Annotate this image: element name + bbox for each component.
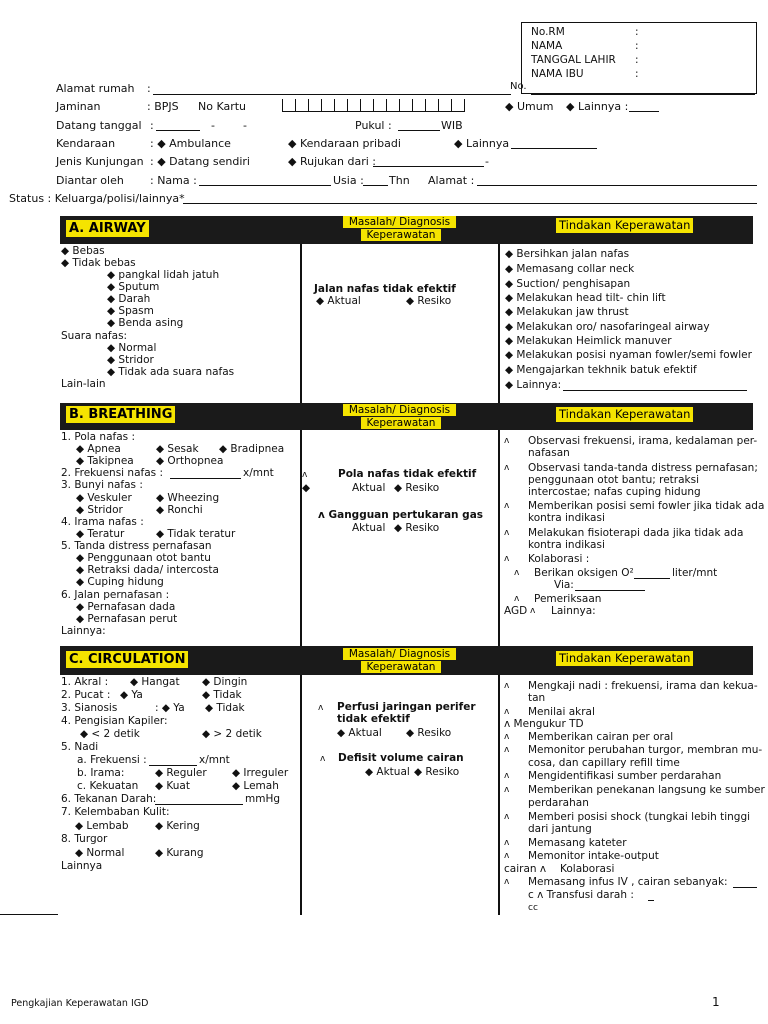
penekanan-langsung-2: perdarahan (528, 797, 589, 809)
airway-lidah[interactable]: ◆ pangkal lidah jatuh (107, 269, 220, 281)
datang-dash1: - (211, 119, 215, 132)
airway-suara-label: Suara nafas: (61, 330, 128, 342)
bunyi-nafas-label: 3. Bunyi nafas : (61, 479, 143, 491)
defisit-resiko[interactable]: ◆ Resiko (414, 766, 460, 778)
breathing-caret-8: ʌ (530, 606, 536, 616)
airway-spasm[interactable]: ◆ Spasm (107, 305, 154, 317)
nadi-frekuensi-field[interactable] (149, 765, 197, 766)
orthopnea-option[interactable]: ◆ Orthopnea (156, 455, 224, 467)
breathing-caret-2: ʌ (504, 463, 510, 473)
jaminan-bpjs[interactable]: : BPJS (147, 100, 179, 113)
turgor-kurang[interactable]: ◆ Kurang (155, 847, 204, 859)
oksigen-field[interactable] (634, 578, 670, 579)
datang-dash2: - (243, 119, 247, 132)
penekanan-langsung[interactable]: Memberikan penekanan langsung ke sumber (528, 784, 765, 796)
bradipnea-option[interactable]: ◆ Bradipnea (219, 443, 285, 455)
datang-field[interactable] (156, 130, 200, 131)
tanggal-lahir-label: TANGGAL LAHIR : (531, 54, 639, 66)
posisi-shock[interactable]: Memberi posisi shock (tungkai lebih tinggi (528, 811, 751, 823)
airway-act-6[interactable]: ◆ Melakukan oro/ nasofaringeal airway (505, 321, 710, 333)
circ-caret-4: ʌ (504, 745, 510, 755)
kendaraan-lain-option[interactable]: ◆ Lainnya (454, 137, 510, 150)
frekuensi-nafas-unit: x/mnt (243, 467, 274, 479)
airway-act-7[interactable]: ◆ Melakukan Heimlick manuver (505, 335, 672, 347)
alamat-field[interactable] (153, 94, 511, 95)
posisi-semi-fowler-2: kontra indikasi (528, 512, 605, 524)
airway-divider-2 (498, 244, 500, 404)
circulation-diag-header2: Keperawatan (361, 661, 441, 673)
memasang-kateter[interactable]: Memasang kateter (528, 837, 627, 849)
breathing-caret-5: ʌ (504, 554, 510, 564)
turgor-label: 8. Turgor (61, 833, 108, 845)
turgor-normal[interactable]: ◆ Normal (75, 847, 125, 859)
airway-darah[interactable]: ◆ Darah (107, 293, 151, 305)
breathing-divider-2 (498, 430, 500, 647)
airway-tidak-ada[interactable]: ◆ Tidak ada suara nafas (107, 366, 235, 378)
kapiler-kurang[interactable]: ◆ < 2 detik (80, 728, 140, 740)
wheezing-option[interactable]: ◆ Wheezing (156, 492, 220, 504)
circ-caret-7: ʌ (504, 812, 510, 822)
via-field[interactable] (575, 590, 645, 591)
circ-caret-5: ʌ (504, 771, 510, 781)
airway-diag-header2: Keperawatan (361, 229, 441, 241)
memasang-infus[interactable]: Memasang infus IV , cairan sebanyak: (528, 876, 728, 888)
lainnya-option[interactable]: ◆ Lainnya : (566, 100, 629, 113)
akral-label: 1. Akral : (61, 676, 109, 688)
pola-nafas-label: 1. Pola nafas : (61, 431, 135, 443)
circ-caret-3: ʌ (504, 732, 510, 742)
perfusi-diag: Perfusi jaringan perifer (337, 701, 476, 713)
menilai-akral[interactable]: Menilai akral (528, 706, 595, 718)
alamat-colon: : (147, 82, 151, 95)
kapiler-lebih[interactable]: ◆ > 2 detik (202, 728, 262, 740)
mengkaji-nadi-2: tan (528, 692, 546, 704)
circ-caret-10: ʌ (504, 877, 510, 887)
observasi-distress-2: penggunaan otot bantu; retraksi (528, 474, 699, 486)
nama-ibu-label: NAMA IBU : (531, 68, 639, 80)
defisit-caret: ʌ (320, 754, 326, 764)
airway-resiko[interactable]: ◆ Resiko (406, 295, 452, 307)
perfusi-resiko[interactable]: ◆ Resiko (406, 727, 452, 739)
circ-caret-8: ʌ (504, 838, 510, 848)
airway-tidak-bebas[interactable]: ◆ Tidak bebas (61, 257, 136, 269)
kelembaban-label: 7. Kelembaban Kulit: (61, 806, 170, 818)
otot-bantu-option[interactable]: ◆ Penggunaan otot bantu (76, 552, 211, 564)
nadi-frekuensi-unit: x/mnt (199, 754, 230, 766)
perfusi-caret: ʌ (318, 703, 324, 713)
observasi-distress[interactable]: Observasi tanda-tanda distress pernafasan; (528, 462, 758, 474)
reguler-option[interactable]: ◆ Reguler (155, 767, 207, 779)
no-label: No. (510, 81, 527, 92)
tekanan-darah-field[interactable] (155, 804, 243, 805)
footer-title: Pengkajian Keperawatan IGD (11, 998, 149, 1009)
breathing-caret-6: ʌ (514, 568, 520, 578)
airway-lain: Lain-lain (61, 378, 106, 390)
rujukan-end: - (485, 155, 489, 168)
gangguan-resiko[interactable]: ◆ Resiko (394, 522, 440, 534)
mengukur-td[interactable]: ʌ Mengukur TD (504, 718, 584, 730)
datang-colon: : (150, 119, 154, 132)
cairan-oral[interactable]: Memberikan cairan per oral (528, 731, 674, 743)
fisioterapi-dada-2: kontra indikasi (528, 539, 605, 551)
wib-label: WIB (441, 119, 463, 132)
datang-label: Datang tanggal (56, 119, 142, 132)
circ-caret-9: ʌ (504, 851, 510, 861)
frekuensi-nafas-field[interactable] (170, 478, 241, 479)
breathing-diag-header: Masalah/ Diagnosis (343, 404, 456, 416)
breathing-caret-7: ʌ (514, 594, 520, 604)
airway-title: A. AIRWAY (66, 220, 149, 237)
sumber-perdarahan[interactable]: Mengidentifikasi sumber perdarahan (528, 770, 722, 782)
tekanan-darah-unit: mmHg (245, 793, 281, 805)
nama-label: NAMA : (531, 40, 639, 52)
norm-label: No.RM : (531, 26, 639, 38)
fisioterapi-dada[interactable]: Melakukan fisioterapi dada jika tidak ada (528, 527, 744, 539)
status-field[interactable] (183, 203, 757, 204)
transfusi-field[interactable] (648, 900, 654, 901)
distress-label: 5. Tanda distress pernafasan (61, 540, 212, 552)
defisit-aktual[interactable]: ◆ Aktual (365, 766, 410, 778)
jalan-pernafasan-label: 6. Jalan pernafasan : (61, 589, 170, 601)
perfusi-diag-2: tidak efektif (337, 713, 410, 725)
circ-caret-6: ʌ (504, 785, 510, 795)
posisi-semi-fowler[interactable]: Memberikan posisi semi fowler jika tidak ada (528, 500, 765, 512)
sianosis-label: 3. Sianosis (61, 702, 118, 714)
gangguan-diag: ʌ Gangguan pertukaran gas (318, 509, 484, 521)
sendiri-option[interactable]: : ◆ Datang sendiri (150, 155, 250, 168)
takipnea-option[interactable]: ◆ Takipnea (76, 455, 134, 467)
circulation-lainnya: Lainnya (61, 860, 103, 872)
breathing-act-lainnya[interactable]: Lainnya: (551, 605, 596, 617)
nadi-kekuatan-label: c. Kekuatan (77, 780, 139, 792)
kendaraan-label: Kendaraan (56, 137, 116, 150)
status-label: Status : Keluarga/polisi/lainnya* (9, 192, 185, 205)
hangat-option[interactable]: ◆ Hangat (130, 676, 180, 688)
frekuensi-nafas-label: 2. Frekuensi nafas : (61, 467, 163, 479)
patient-id-box (521, 22, 757, 94)
pribadi-option[interactable]: ◆ Kendaraan pribadi (288, 137, 401, 150)
pucat-ya[interactable]: ◆ Ya (120, 689, 143, 701)
pola-aktual[interactable]: Aktual (352, 482, 386, 494)
oksigen-unit: liter/mnt (672, 567, 718, 579)
berikan-oksigen[interactable]: Berikan oksigen O² (534, 567, 634, 579)
sianosis-tidak[interactable]: ◆ Tidak (205, 702, 245, 714)
pola-nafas-diamond: ◆ (302, 482, 311, 494)
breathing-diag-header2: Keperawatan (361, 417, 441, 429)
pernafasan-dada-option[interactable]: ◆ Pernafasan dada (76, 601, 176, 613)
circulation-tindakan-header: Tindakan Keperawatan (556, 651, 693, 666)
lemah-option[interactable]: ◆ Lemah (232, 780, 279, 792)
pukul-label: Pukul : (355, 119, 392, 132)
airway-act-8[interactable]: ◆ Melakukan posisi nyaman fowler/semi fowler (505, 349, 752, 361)
circulation-divider-1 (300, 675, 302, 915)
pucat-tidak[interactable]: ◆ Tidak (202, 689, 242, 701)
kolaborasi-circ: Kolaborasi (560, 863, 615, 875)
pukul-field[interactable] (398, 130, 440, 131)
thn-label: Thn (389, 174, 410, 187)
page-number: 1 (712, 995, 720, 1009)
monitor-intake[interactable]: Memonitor intake-output (528, 850, 659, 862)
kunjungan-label: Jenis Kunjungan (56, 155, 144, 168)
teratur-option[interactable]: ◆ Teratur (76, 528, 125, 540)
airway-stridor[interactable]: ◆ Stridor (107, 354, 154, 366)
nama-field[interactable] (199, 185, 331, 186)
dingin-option[interactable]: ◆ Dingin (202, 676, 248, 688)
breathing-title: B. BREATHING (66, 406, 175, 423)
breathing-tindakan-header: Tindakan Keperawatan (556, 407, 693, 422)
airway-act-1[interactable]: ◆ Bersihkan jalan nafas (505, 248, 630, 260)
nadi-frekuensi-label: a. Frekuensi : (77, 754, 147, 766)
airway-act-9[interactable]: ◆ Mengajarkan tekhnik batuk efektif (505, 364, 697, 376)
breathing-caret-3: ʌ (504, 501, 510, 511)
rujukan-option[interactable]: ◆ Rujukan dari : (288, 155, 376, 168)
gangguan-aktual[interactable]: Aktual (352, 522, 386, 534)
airway-act-2[interactable]: ◆ Memasang collar neck (505, 263, 635, 275)
defisit-diag: Defisit volume cairan (338, 752, 464, 764)
pernafasan-perut-option[interactable]: ◆ Pernafasan perut (76, 613, 178, 625)
ambulance-option[interactable]: : ◆ Ambulance (150, 137, 231, 150)
nadi-irama-label: b. Irama: (77, 767, 125, 779)
breathing-lainnya: Lainnya: (61, 625, 106, 637)
observasi-distress-3: intercostae; nafas cuping hidung (528, 486, 701, 498)
diantar-label: Diantar oleh (56, 174, 124, 187)
circulation-divider-2 (498, 675, 500, 915)
airway-act-3[interactable]: ◆ Suction/ penghisapan (505, 278, 631, 290)
via-label: Via: (554, 579, 574, 591)
monitor-turgor[interactable]: Memonitor perubahan turgor, membran mu- (528, 744, 763, 756)
alamat-diantar-field[interactable] (477, 185, 757, 186)
monitor-turgor-2: cosa, dan capillary refill time (528, 757, 680, 769)
breathing-caret-1: ʌ (504, 436, 510, 446)
no-kartu-boxes[interactable] (282, 99, 465, 112)
usia-field[interactable] (363, 185, 388, 186)
nama-label-diantar: : Nama : (150, 174, 197, 187)
perfusi-aktual[interactable]: ◆ Aktual (337, 727, 382, 739)
breathing-divider-1 (300, 430, 302, 647)
cc-label: cc (528, 903, 538, 913)
circulation-diag-header: Masalah/ Diagnosis (343, 648, 456, 660)
pola-nafas-diag: Pola nafas tidak efektif (338, 468, 477, 480)
sesak-option[interactable]: ◆ Sesak (156, 443, 199, 455)
airway-tindakan-header: Tindakan Keperawatan (556, 218, 693, 233)
kuat-option[interactable]: ◆ Kuat (155, 780, 190, 792)
airway-benda[interactable]: ◆ Benda asing (107, 317, 184, 329)
pucat-label: 2. Pucat : (61, 689, 111, 701)
breathing-caret-4: ʌ (504, 528, 510, 538)
usia-label: Usia : (333, 174, 364, 187)
cairan-label: cairan ʌ (504, 863, 547, 875)
rujukan-field[interactable] (373, 166, 484, 167)
tidak-teratur-option[interactable]: ◆ Tidak teratur (156, 528, 236, 540)
alamat-diantar-label: Alamat : (428, 174, 475, 187)
pemeriksaan[interactable]: Pemeriksaan (534, 593, 602, 605)
jaminan-label: Jaminan (56, 100, 101, 113)
kapiler-label: 4. Pengisian Kapiler: (61, 715, 168, 727)
airway-diag-header: Masalah/ Diagnosis (343, 216, 456, 228)
kendaraan-lain-field[interactable] (511, 148, 597, 149)
pola-caret: ʌ (302, 470, 308, 480)
airway-act-10[interactable]: ◆ Lainnya: (505, 379, 562, 391)
margin-mark (0, 914, 58, 915)
lembab-option[interactable]: ◆ Lembab (75, 820, 129, 832)
airway-sputum[interactable]: ◆ Sputum (107, 281, 160, 293)
irama-nafas-label: 4. Irama nafas : (61, 516, 144, 528)
airway-act-5[interactable]: ◆ Melakukan jaw thrust (505, 306, 629, 318)
circ-caret-2: ʌ (504, 707, 510, 717)
nadi-label: 5. Nadi (61, 741, 99, 753)
sianosis-ya[interactable]: : ◆ Ya (155, 702, 185, 714)
pola-resiko[interactable]: ◆ Resiko (394, 482, 440, 494)
ronchi-option[interactable]: ◆ Ronchi (156, 504, 203, 516)
observasi-frekuensi-2: nafasan (528, 447, 570, 459)
circulation-title: C. CIRCULATION (66, 651, 188, 668)
no-kartu-label: No Kartu (198, 100, 247, 113)
irreguler-option[interactable]: ◆ Irreguler (232, 767, 289, 779)
no-field[interactable] (531, 94, 755, 95)
posisi-shock-2: dari jantung (528, 823, 592, 835)
observasi-frekuensi[interactable]: Observasi frekuensi, irama, kedalaman per- (528, 435, 758, 447)
mengkaji-nadi[interactable]: Mengkaji nadi : frekuensi, irama dan kekua- (528, 680, 758, 692)
umum-option[interactable]: ◆ Umum (505, 100, 554, 113)
kolaborasi-label: Kolaborasi : (528, 553, 590, 565)
airway-divider-1 (300, 244, 302, 404)
agd-label: AGD (504, 605, 528, 617)
transfusi-darah[interactable]: c ʌ Transfusi darah : (528, 889, 634, 901)
airway-diag-title: Jalan nafas tidak efektif (314, 283, 456, 295)
airway-bebas[interactable]: ◆ Bebas (61, 245, 105, 257)
alamat-label: Alamat rumah (56, 82, 135, 95)
veskuler-option[interactable]: ◆ Veskuler (76, 492, 132, 504)
circ-caret-1: ʌ (504, 681, 510, 691)
lainnya-field[interactable] (629, 111, 659, 112)
kering-option[interactable]: ◆ Kering (155, 820, 200, 832)
apnea-option[interactable]: ◆ Apnea (76, 443, 121, 455)
infus-field[interactable] (733, 887, 757, 888)
airway-normal[interactable]: ◆ Normal (107, 342, 157, 354)
stridor-option[interactable]: ◆ Stridor (76, 504, 123, 516)
retraksi-option[interactable]: ◆ Retraksi dada/ intercosta (76, 564, 219, 576)
airway-act-4[interactable]: ◆ Melakukan head tilt- chin lift (505, 292, 666, 304)
airway-lainnya-field[interactable] (563, 390, 747, 391)
cuping-option[interactable]: ◆ Cuping hidung (76, 576, 164, 588)
tekanan-darah-label: 6. Tekanan Darah: (61, 793, 157, 805)
airway-aktual[interactable]: ◆ Aktual (316, 295, 361, 307)
